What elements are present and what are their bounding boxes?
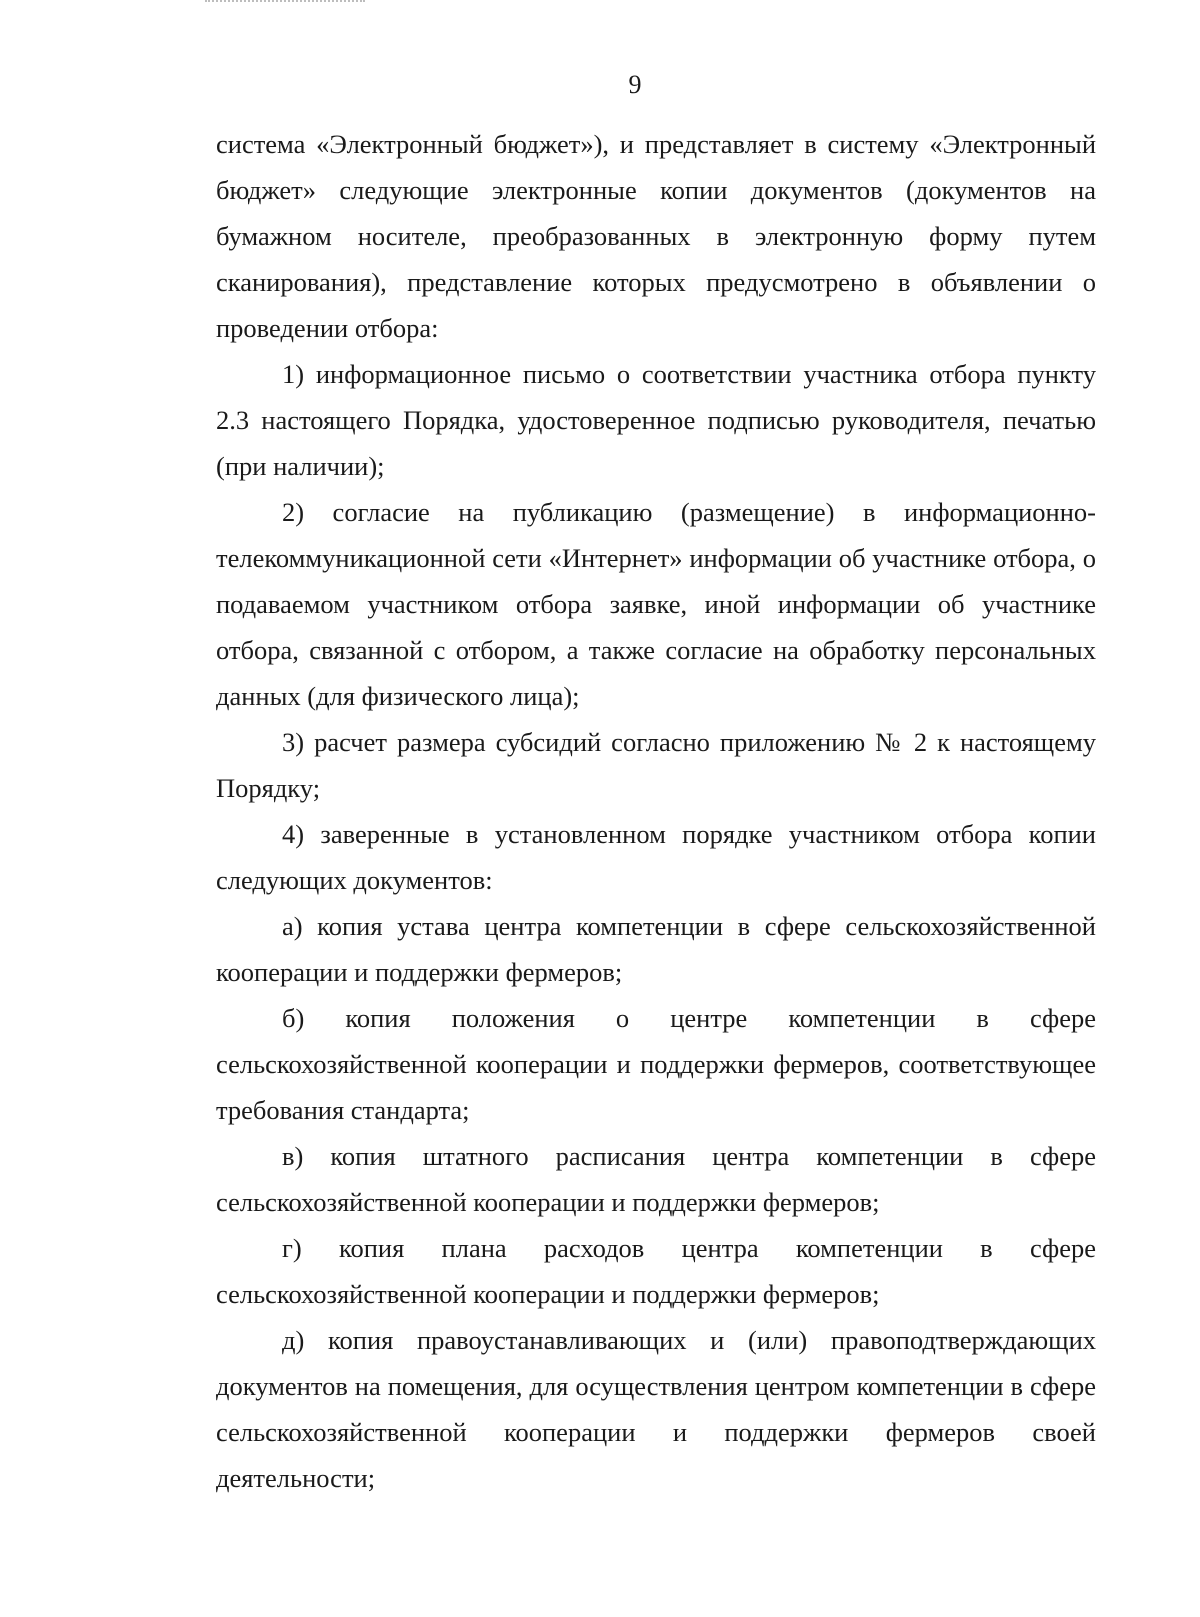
paragraph-item-3: 3) расчет размера субсидий согласно приложению № 2 к настоящему Порядку; bbox=[216, 727, 1096, 803]
paragraph-item-4v: в) копия штатного расписания центра компетенции в сфере сельскохозяйственной кооперации и поддержки фермеров; bbox=[216, 1141, 1096, 1217]
page-number: 9 bbox=[628, 70, 642, 99]
paragraph-item-4g: г) копия плана расходов центра компетенции в сфере сельскохозяйственной кооперации и поддержки фермеров; bbox=[216, 1233, 1096, 1309]
paragraph-item-4: 4) заверенные в установленном порядке участником отбора копии следующих документов: bbox=[216, 819, 1096, 895]
paragraph-item-4d: д) копия правоустанавливающих и (или) правоподтверждающих документов на помещения, для осуществления центром компетенции в сфере сельскохозяйственной кооперации и поддержки фермеров своей деятельности; bbox=[216, 1325, 1096, 1493]
document-body bbox=[216, 121, 1096, 1501]
paragraph-item-4b: б) копия положения о центре компетенции в сфере сельскохозяйственной кооперации и поддержки фермеров, соответствующее требования стандарта; bbox=[216, 1003, 1096, 1125]
paragraph-item-2: 2) согласие на публикацию (размещение) в информационно-телекоммуникационной сети «Интернет» информации об участнике отбора, о подаваемом участником отбора заявке, иной информации об участнике отбора, связанной с отбором, а также согласие на обработку персональных данных (для физического лица); bbox=[216, 497, 1096, 711]
scan-edge-mark bbox=[205, 0, 365, 5]
paragraph-item-1: 1) информационное письмо о соответствии участника отбора пункту 2.3 настоящего Порядка, удостоверенное подписью руководителя, печатью (при наличии); bbox=[216, 359, 1096, 481]
paragraph-item-4a: а) копия устава центра компетенции в сфере сельскохозяйственной кооперации и поддержки фермеров; bbox=[216, 911, 1096, 987]
paragraph-intro: система «Электронный бюджет»), и представляет в систему «Электронный бюджет» следующие электронные копии документов (документов на бумажном носителе, преобразованных в электронную форму путем сканирования), представление которых предусмотрено в объявлении о проведении отбора: bbox=[216, 129, 1096, 343]
